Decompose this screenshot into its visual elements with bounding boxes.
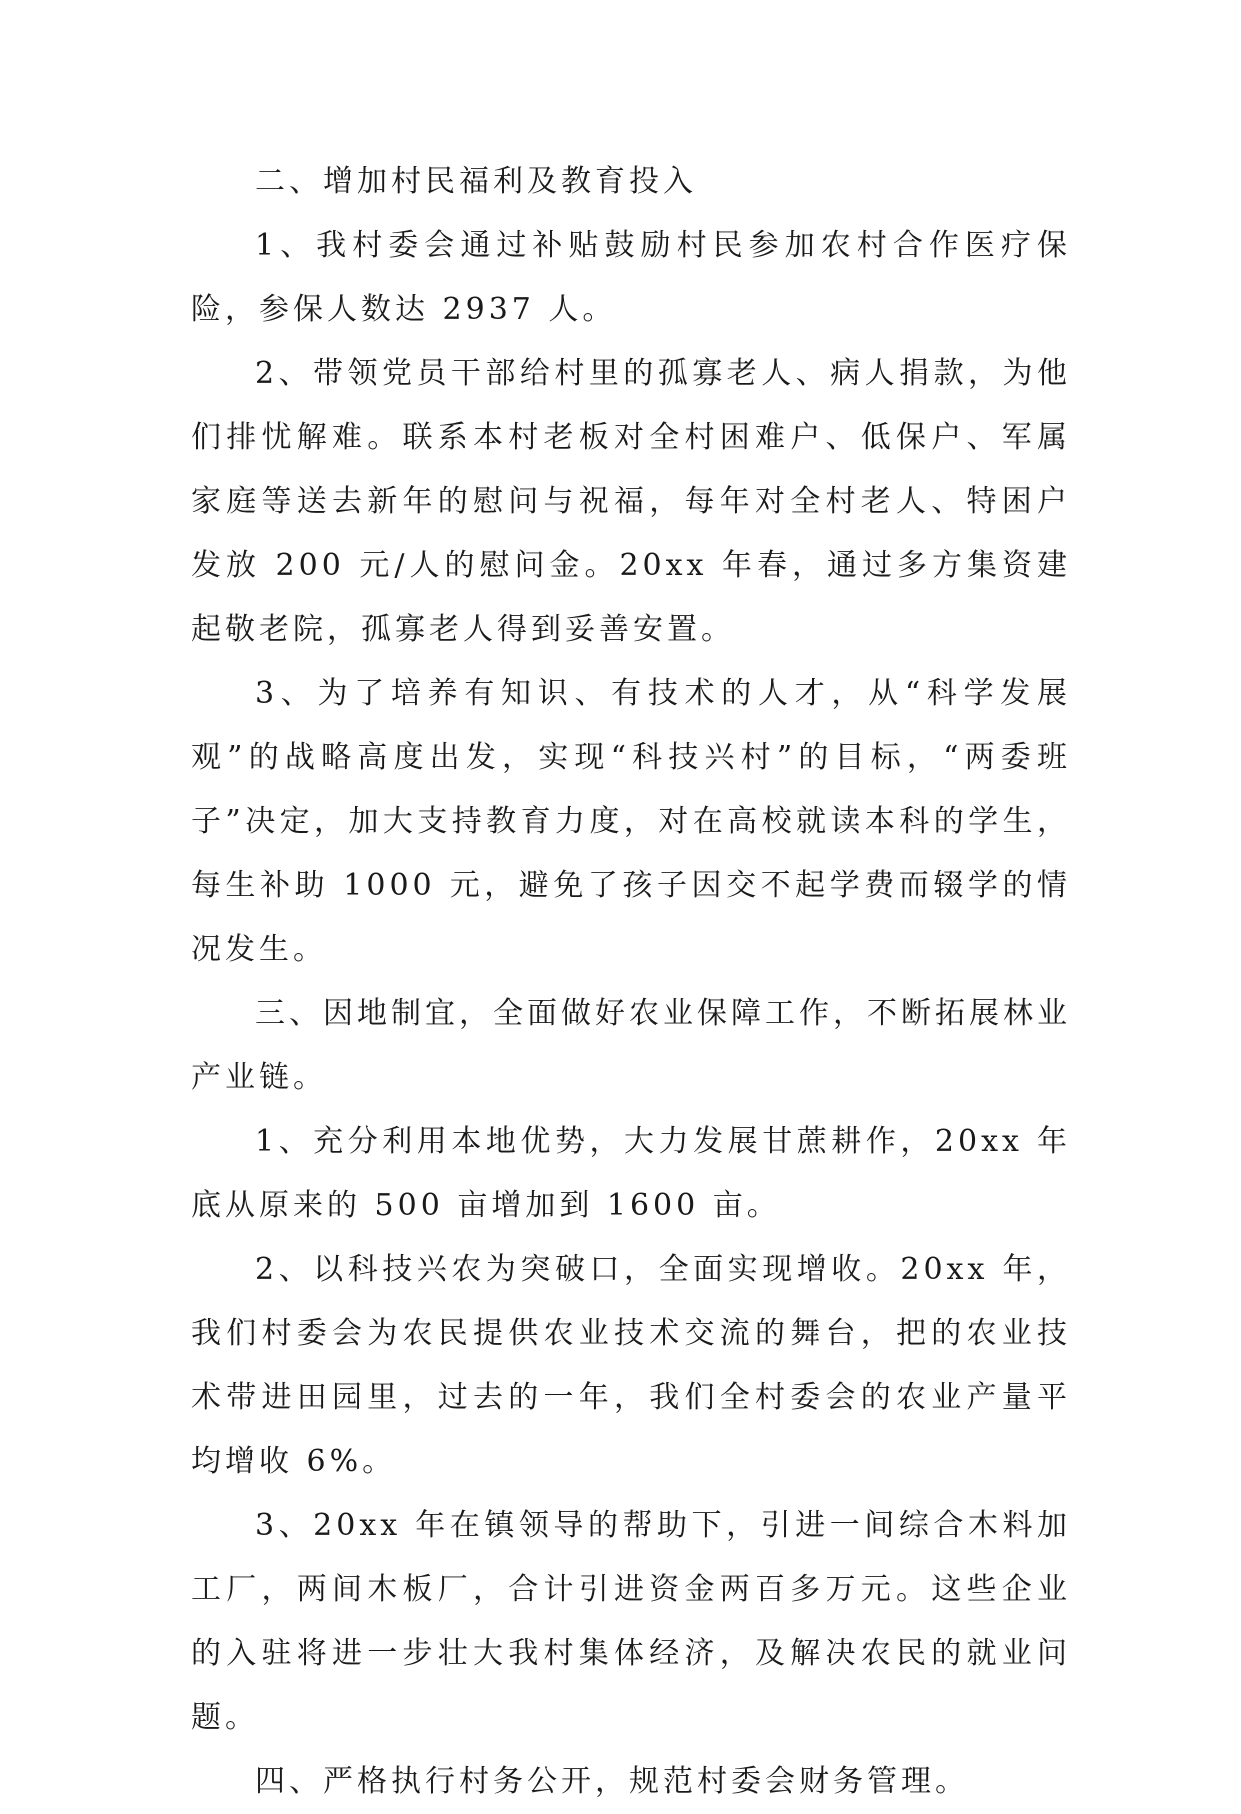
section-heading-welfare-education: 二、增加村民福利及教育投入 [255,164,697,199]
paragraph-technology-agriculture: 2、以科技兴农为突破口，全面实现增收。20xx 年，我们村委会为农民提供农业技术交流的舞台，把的农业技术带进田园里，过去的一年，我们全村委会的农业产量平均增收 6%。 [191,1252,1071,1479]
paragraph-sugarcane: 1、充分利用本地优势，大力发展甘蔗耕作，20xx 年底从原来的 500 亩增加到 1600 亩。 [191,1124,1071,1223]
section-heading-agriculture: 三、因地制宜，全面做好农业保障工作，不断拓展林业产业链。 [191,996,1071,1095]
paragraph-elderly-support: 2、带领党员干部给村里的孤寡老人、病人捐款，为他们排忧解难。联系本村老板对全村困难户、低保户、军属家庭等送去新年的慰问与祝福，每年对全村老人、特困户发放 200 元/人的慰问金。20xx 年春，通过多方集资建起敬老院，孤寡老人得到妥善安置。 [191,356,1071,647]
section-heading-village-affairs: 四、严格执行村务公开，规范村委会财务管理。 [255,1764,969,1799]
document-body [191,150,1071,1814]
paragraph-medical-insurance: 1、我村委会通过补贴鼓励村民参加农村合作医疗保险，参保人数达 2937 人。 [191,228,1071,327]
paragraph-wood-factories: 3、20xx 年在镇领导的帮助下，引进一间综合木料加工厂，两间木板厂，合计引进资金两百多万元。这些企业的入驻将进一步壮大我村集体经济，及解决农民的就业问题。 [191,1508,1071,1735]
paragraph-education-subsidy: 3、为了培养有知识、有技术的人才，从“科学发展观”的战略高度出发，实现“科技兴村”的目标，“两委班子”决定，加大支持教育力度，对在高校就读本科的学生，每生补助 1000 元，避免了孩子因交不起学费而辍学的情况发生。 [191,676,1071,967]
